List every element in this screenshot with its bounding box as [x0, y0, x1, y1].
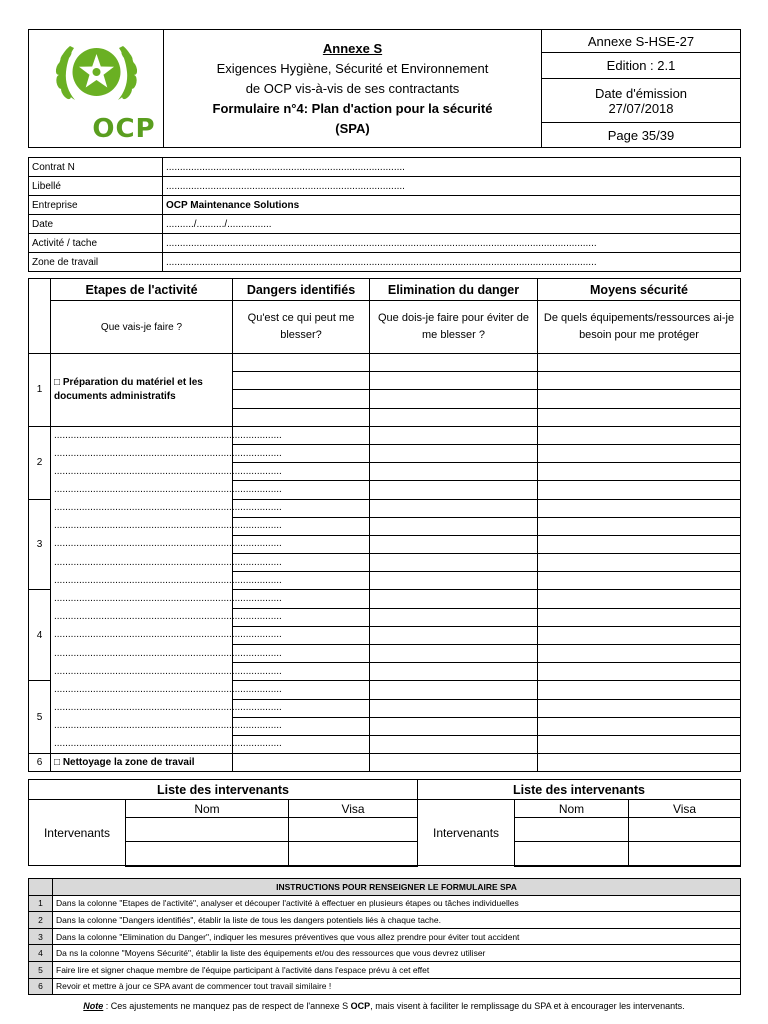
step-dotted-line[interactable]: ..................................................................................	[51, 717, 233, 735]
activity-row	[29, 535, 741, 553]
instruction-number: 3	[29, 928, 53, 945]
activity-row	[29, 699, 741, 717]
elimination-cell[interactable]	[370, 354, 538, 372]
moyens-cell[interactable]	[538, 463, 741, 481]
nom-header-right: Nom	[515, 800, 629, 818]
col-header-moyens: Moyens sécurité	[538, 279, 741, 301]
moyens-cell[interactable]	[538, 626, 741, 644]
elimination-cell[interactable]	[370, 372, 538, 390]
step-description[interactable]: □ Nettoyage la zone de travail	[51, 754, 233, 772]
elimination-cell[interactable]	[370, 535, 538, 553]
info-row-entreprise	[29, 196, 741, 215]
elimination-cell[interactable]	[370, 645, 538, 663]
instruction-text: Dans la colonne "Etapes de l'activité", analyser et découper l'activité à effectuer en plusieurs étapes ou tâches individuelles	[53, 895, 741, 912]
moyens-cell[interactable]	[538, 408, 741, 426]
elimination-cell[interactable]	[370, 517, 538, 535]
step-number: 4	[29, 590, 51, 681]
step-dotted-line[interactable]: ..................................................................................	[51, 681, 233, 699]
moyens-cell[interactable]	[538, 499, 741, 517]
activity-row	[29, 645, 741, 663]
activity-row	[29, 554, 741, 572]
issue-date	[542, 79, 741, 123]
logo-text: OCP	[92, 113, 156, 144]
moyens-cell[interactable]	[538, 444, 741, 462]
instruction-text: Revoir et mettre à jour ce SPA avant de commencer tout travail similaire !	[53, 978, 741, 995]
moyens-cell[interactable]	[538, 717, 741, 735]
info-row-date	[29, 215, 741, 234]
instruction-text: Faire lire et signer chaque membre de l'équipe participant à l'activité dans l'espace prévu à cet effet	[53, 961, 741, 978]
step-dotted-line[interactable]: ..................................................................................	[51, 699, 233, 717]
visa-field[interactable]	[629, 818, 741, 842]
elimination-cell[interactable]	[370, 481, 538, 499]
instructions-title: INSTRUCTIONS POUR RENSEIGNER LE FORMULAIRE SPA	[53, 879, 741, 896]
subheader-elimination: Que dois-je faire pour éviter de me blesser ?	[370, 301, 538, 354]
intervenants-table	[28, 779, 741, 867]
visa-header-left: Visa	[289, 800, 418, 818]
instruction-number: 1	[29, 895, 53, 912]
col-header-elimination: Elimination du danger	[370, 279, 538, 301]
elimination-cell[interactable]	[370, 390, 538, 408]
info-row-zone	[29, 253, 741, 272]
activity-row	[29, 608, 741, 626]
visa-field[interactable]	[629, 842, 741, 866]
col-header-etapes: Etapes de l'activité	[51, 279, 233, 301]
instructions-corner	[29, 879, 53, 896]
activity-subheader-row	[29, 301, 741, 354]
activity-header-row	[29, 279, 741, 301]
info-label: Zone de travail	[29, 253, 163, 272]
date-field[interactable]: ........../........../................	[163, 215, 741, 234]
elimination-cell[interactable]	[370, 554, 538, 572]
step-number: 3	[29, 499, 51, 590]
elimination-cell[interactable]	[370, 444, 538, 462]
activity-table	[28, 278, 741, 772]
step-description[interactable]: □ Préparation du matériel et les documents administratifs	[51, 354, 233, 427]
danger-cell[interactable]	[233, 390, 370, 408]
step-dotted-line[interactable]: ..................................................................................	[51, 572, 233, 590]
step-dotted-line[interactable]: ..................................................................................	[51, 626, 233, 644]
nom-field[interactable]	[515, 818, 629, 842]
moyens-cell[interactable]	[538, 554, 741, 572]
step-number: 5	[29, 681, 51, 754]
danger-cell[interactable]	[233, 354, 370, 372]
elimination-cell[interactable]	[370, 681, 538, 699]
moyens-cell[interactable]	[538, 681, 741, 699]
ocp-logo	[29, 30, 164, 148]
nom-field[interactable]	[126, 818, 289, 842]
info-label: Date	[29, 215, 163, 234]
info-label: Libellé	[29, 177, 163, 196]
info-row-contrat	[29, 158, 741, 177]
elimination-cell[interactable]	[370, 626, 538, 644]
elimination-cell[interactable]	[370, 408, 538, 426]
title-line-2: Exigences Hygiène, Sécurité et Environnement	[216, 60, 489, 76]
elimination-cell[interactable]	[370, 572, 538, 590]
title-line-3: de OCP vis-à-vis de ses contractants	[245, 80, 460, 96]
moyens-cell[interactable]	[538, 590, 741, 608]
step-number: 1	[29, 354, 51, 427]
moyens-cell[interactable]	[538, 517, 741, 535]
moyens-cell[interactable]	[538, 481, 741, 499]
elimination-cell[interactable]	[370, 590, 538, 608]
elimination-cell[interactable]	[370, 717, 538, 735]
step-dotted-line[interactable]: ..................................................................................	[51, 645, 233, 663]
visa-field[interactable]	[289, 842, 418, 866]
instruction-number: 2	[29, 912, 53, 929]
activity-row	[29, 354, 741, 372]
instruction-text: Dans la colonne "Dangers identifiés", établir la liste de tous les dangers potentiels liés à chaque tache.	[53, 912, 741, 929]
danger-cell[interactable]	[233, 372, 370, 390]
info-label: Entreprise	[29, 196, 163, 215]
moyens-cell[interactable]	[538, 754, 741, 772]
activity-row	[29, 626, 741, 644]
activity-row	[29, 572, 741, 590]
instruction-text: Da ns la colonne "Moyens Sécurité", établir la liste des équipements et/ou des ressources que vous devrez utiliser	[53, 945, 741, 962]
danger-cell[interactable]	[233, 408, 370, 426]
document-header	[28, 29, 741, 148]
elimination-cell[interactable]	[370, 754, 538, 772]
moyens-cell[interactable]	[538, 645, 741, 663]
activity-row	[29, 681, 741, 699]
activity-row	[29, 590, 741, 608]
intervenants-title-right: Liste des intervenants	[418, 780, 741, 800]
contract-info-table	[28, 157, 741, 272]
form-title	[164, 30, 542, 148]
nom-field[interactable]	[126, 842, 289, 866]
nom-field[interactable]	[515, 842, 629, 866]
moyens-cell[interactable]	[538, 354, 741, 372]
intervenants-title-left: Liste des intervenants	[29, 780, 418, 800]
page-number: Page 35/39	[542, 123, 741, 148]
intervenants-label-left: Intervenants	[29, 800, 126, 866]
moyens-cell[interactable]	[538, 426, 741, 444]
company-field[interactable]: OCP Maintenance Solutions	[163, 196, 741, 215]
activity-row	[29, 517, 741, 535]
annexe-title: Annexe S	[322, 40, 383, 56]
instruction-number: 4	[29, 945, 53, 962]
moyens-cell[interactable]	[538, 372, 741, 390]
issue-date-label: Date d'émission	[594, 85, 688, 101]
intervenants-label-right: Intervenants	[418, 800, 515, 866]
step-dotted-line[interactable]: ..................................................................................	[51, 663, 233, 681]
activity-row	[29, 426, 741, 444]
step-dotted-line[interactable]: ..................................................................................	[51, 590, 233, 608]
edition: Edition : 2.1	[542, 53, 741, 79]
issue-date-value: 27/07/2018	[608, 100, 674, 116]
subheader-moyens: De quels équipements/ressources ai-je besoin pour me protéger	[538, 301, 741, 354]
info-row-libelle	[29, 177, 741, 196]
danger-cell[interactable]	[233, 754, 370, 772]
step-dotted-line[interactable]: ..................................................................................	[51, 535, 233, 553]
moyens-cell[interactable]	[538, 390, 741, 408]
elimination-cell[interactable]	[370, 426, 538, 444]
title-line-4: Formulaire n°4: Plan d'action pour la sécurité	[212, 100, 493, 116]
activity-row	[29, 735, 741, 753]
activity-row	[29, 663, 741, 681]
activity-row	[29, 481, 741, 499]
step-dotted-line[interactable]: ..................................................................................	[51, 608, 233, 626]
moyens-cell[interactable]	[538, 735, 741, 753]
info-row-activite	[29, 234, 741, 253]
note-brand: OCP	[350, 1001, 371, 1011]
step-dotted-line[interactable]: ..................................................................................	[51, 481, 233, 499]
activity-row	[29, 717, 741, 735]
moyens-cell[interactable]	[538, 535, 741, 553]
activity-row	[29, 499, 741, 517]
step-dotted-line[interactable]: ..................................................................................	[51, 463, 233, 481]
step-dotted-line[interactable]: ..................................................................................	[51, 444, 233, 462]
step-dotted-line[interactable]: ..................................................................................	[51, 735, 233, 753]
visa-field[interactable]	[289, 818, 418, 842]
work-zone-field[interactable]: ...........................................................................................................................................................	[163, 253, 741, 272]
moyens-cell[interactable]	[538, 699, 741, 717]
step-number: 2	[29, 426, 51, 499]
elimination-cell[interactable]	[370, 735, 538, 753]
contract-number-field[interactable]: ......................................................................................	[163, 158, 741, 177]
activity-field[interactable]: ...........................................................................................................................................................	[163, 234, 741, 253]
subheader-dangers: Qu'est ce qui peut me blesser?	[233, 301, 370, 354]
elimination-cell[interactable]	[370, 663, 538, 681]
info-label: Contrat N	[29, 158, 163, 177]
title-line-5: (SPA)	[335, 120, 370, 136]
col-header-dangers: Dangers identifiés	[233, 279, 370, 301]
subheader-etapes: Que vais-je faire ?	[51, 301, 233, 354]
document-reference: Annexe S-HSE-27	[542, 30, 741, 53]
step-dotted-line[interactable]: ..................................................................................	[51, 499, 233, 517]
libelle-field[interactable]: ......................................................................................	[163, 177, 741, 196]
instruction-number: 6	[29, 978, 53, 995]
step-dotted-line[interactable]: ..................................................................................	[51, 554, 233, 572]
moyens-cell[interactable]	[538, 608, 741, 626]
activity-row	[29, 463, 741, 481]
instruction-number: 5	[29, 961, 53, 978]
nom-header-left: Nom	[126, 800, 289, 818]
note-text-before: : Ces ajustements ne manquez pas de respect de l'annexe S	[103, 1001, 351, 1011]
number-header	[29, 279, 51, 354]
info-label: Activité / tache	[29, 234, 163, 253]
note-text-after: , mais visent à faciliter le remplissage du SPA et à encourager les intervenants.	[370, 1001, 685, 1011]
elimination-cell[interactable]	[370, 608, 538, 626]
elimination-cell[interactable]	[370, 699, 538, 717]
elimination-cell[interactable]	[370, 463, 538, 481]
activity-row	[29, 754, 741, 772]
activity-row	[29, 444, 741, 462]
instruction-text: Dans la colonne "Elimination du Danger", indiquer les mesures préventives que vous allez prendre pour éviter tout accident	[53, 928, 741, 945]
note-label: Note	[83, 1001, 104, 1011]
step-dotted-line[interactable]: ..................................................................................	[51, 426, 233, 444]
footer-note	[0, 1001, 768, 1011]
moyens-cell[interactable]	[538, 572, 741, 590]
step-number: 6	[29, 754, 51, 772]
instructions-table	[28, 878, 741, 995]
elimination-cell[interactable]	[370, 499, 538, 517]
visa-header-right: Visa	[629, 800, 741, 818]
moyens-cell[interactable]	[538, 663, 741, 681]
step-dotted-line[interactable]: ..................................................................................	[51, 517, 233, 535]
